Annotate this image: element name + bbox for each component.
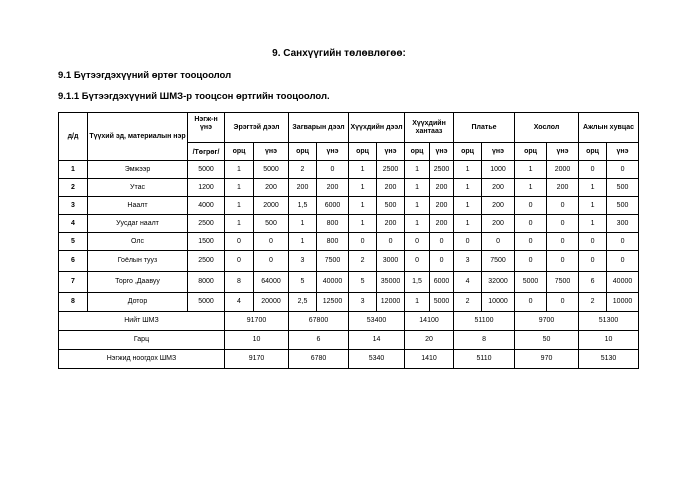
unit-price: 8000 [188, 272, 225, 293]
qty-cell: 1,5 [405, 272, 430, 293]
price-cell: 0 [430, 233, 454, 251]
qty-cell: 2 [579, 293, 607, 312]
header-product: Хослол [515, 113, 579, 143]
unit-price: 5000 [188, 293, 225, 312]
price-cell: 0 [607, 161, 639, 179]
table-row [59, 179, 639, 197]
summary-value: 14100 [405, 312, 454, 331]
qty-cell: 1 [225, 215, 254, 233]
price-cell: 7500 [482, 251, 515, 272]
unit-price: 1200 [188, 179, 225, 197]
material-name: Утас [88, 179, 188, 197]
price-cell: 2000 [254, 197, 289, 215]
summary-value: 5340 [349, 350, 405, 369]
qty-cell: 4 [454, 272, 482, 293]
subsection-heading: 9.1.1 Бүтээгдэхүүний ШМЗ-р тооцсон өртгийн тооцоолол. [58, 91, 330, 102]
summary-value: 10 [579, 331, 639, 350]
material-name: Гоёлын тууз [88, 251, 188, 272]
qty-cell: 2 [454, 293, 482, 312]
price-cell: 1000 [482, 161, 515, 179]
qty-cell: 1 [579, 215, 607, 233]
qty-cell: 3 [454, 251, 482, 272]
qty-cell: 5 [349, 272, 377, 293]
qty-cell: 0 [349, 233, 377, 251]
material-name: Дотор [88, 293, 188, 312]
summary-value: 6780 [289, 350, 349, 369]
price-cell: 200 [430, 215, 454, 233]
price-cell: 40000 [607, 272, 639, 293]
qty-cell: 0 [454, 233, 482, 251]
qty-cell: 2,5 [289, 293, 317, 312]
header-qty: орц [579, 143, 607, 161]
unit-price: 2500 [188, 251, 225, 272]
price-cell: 12000 [377, 293, 405, 312]
header-qty: орц [405, 143, 430, 161]
price-cell: 0 [254, 233, 289, 251]
qty-cell: 1 [225, 179, 254, 197]
price-cell: 5000 [430, 293, 454, 312]
price-cell: 6000 [317, 197, 349, 215]
price-cell: 0 [607, 251, 639, 272]
header-product: Хүүхдийн хантааз [405, 113, 454, 143]
qty-cell: 1 [405, 161, 430, 179]
qty-cell: 1 [225, 197, 254, 215]
summary-value: 9170 [225, 350, 289, 369]
row-index: 7 [59, 272, 88, 293]
qty-cell: 1 [349, 197, 377, 215]
header-qty: орц [289, 143, 317, 161]
header-material: Түүхий эд, материалын нэр [88, 113, 188, 161]
row-index: 3 [59, 197, 88, 215]
price-cell: 0 [377, 233, 405, 251]
price-cell: 800 [317, 233, 349, 251]
table-row [59, 251, 639, 272]
header-price: үнэ [547, 143, 579, 161]
price-cell: 200 [430, 197, 454, 215]
summary-value: 970 [515, 350, 579, 369]
price-cell: 64000 [254, 272, 289, 293]
table-row [59, 272, 639, 293]
unit-price: 4000 [188, 197, 225, 215]
summary-value: 5130 [579, 350, 639, 369]
summary-row [59, 331, 639, 350]
header-price: үнэ [482, 143, 515, 161]
summary-value: 91700 [225, 312, 289, 331]
row-index: 8 [59, 293, 88, 312]
material-name: Эмжээр [88, 161, 188, 179]
qty-cell: 1 [405, 179, 430, 197]
qty-cell: 1 [349, 161, 377, 179]
header-product: Ажлын хувцас [579, 113, 639, 143]
unit-price: 5000 [188, 161, 225, 179]
price-cell: 500 [377, 197, 405, 215]
qty-cell: 3 [349, 293, 377, 312]
header-product: Загварын дээл [289, 113, 349, 143]
qty-cell: 1 [405, 197, 430, 215]
price-cell: 2000 [547, 161, 579, 179]
qty-cell: 1 [349, 215, 377, 233]
qty-cell: 0 [225, 233, 254, 251]
section-heading: 9.1 Бүтээгдэхүүний өртөг тооцоолол [58, 70, 232, 81]
qty-cell: 0 [515, 251, 547, 272]
summary-label: Нийт ШМЗ [59, 312, 225, 331]
price-cell: 500 [254, 215, 289, 233]
material-name: Торго ,Даавуу [88, 272, 188, 293]
document-title: 9. Санхүүгийн төлөвлөгөө: [272, 48, 406, 59]
price-cell: 0 [430, 251, 454, 272]
qty-cell: 8 [225, 272, 254, 293]
header-product: Хүүхдийн дээл [349, 113, 405, 143]
price-cell: 200 [547, 179, 579, 197]
qty-cell: 2 [349, 251, 377, 272]
header-qty: орц [454, 143, 482, 161]
summary-value: 20 [405, 331, 454, 350]
summary-row [59, 312, 639, 331]
qty-cell: 1 [454, 215, 482, 233]
price-cell: 40000 [317, 272, 349, 293]
summary-value: 50 [515, 331, 579, 350]
price-cell: 500 [607, 197, 639, 215]
header-row-products [59, 113, 639, 143]
qty-cell: 0 [579, 161, 607, 179]
qty-cell: 1 [225, 161, 254, 179]
price-cell: 3000 [377, 251, 405, 272]
qty-cell: 1 [289, 215, 317, 233]
summary-value: 8 [454, 331, 515, 350]
qty-cell: 1 [454, 161, 482, 179]
summary-value: 1410 [405, 350, 454, 369]
qty-cell: 0 [515, 233, 547, 251]
header-price: үнэ [430, 143, 454, 161]
summary-value: 51300 [579, 312, 639, 331]
price-cell: 5000 [254, 161, 289, 179]
price-cell: 0 [547, 251, 579, 272]
price-cell: 2500 [377, 161, 405, 179]
qty-cell: 4 [225, 293, 254, 312]
price-cell: 0 [482, 233, 515, 251]
qty-cell: 0 [405, 233, 430, 251]
qty-cell: 200 [289, 179, 317, 197]
qty-cell: 1 [579, 179, 607, 197]
summary-value: 14 [349, 331, 405, 350]
qty-cell: 1 [454, 179, 482, 197]
header-price: үнэ [377, 143, 405, 161]
qty-cell: 1 [579, 197, 607, 215]
header-qty: орц [515, 143, 547, 161]
price-cell: 6000 [430, 272, 454, 293]
unit-price: 1500 [188, 233, 225, 251]
unit-price: 2500 [188, 215, 225, 233]
table-row [59, 215, 639, 233]
price-cell: 200 [482, 179, 515, 197]
material-name: Олс [88, 233, 188, 251]
price-cell: 200 [430, 179, 454, 197]
qty-cell: 0 [579, 251, 607, 272]
qty-cell: 5000 [515, 272, 547, 293]
qty-cell: 0 [515, 197, 547, 215]
summary-value: 10 [225, 331, 289, 350]
header-unit-price: Нэгж-н үнэ [188, 113, 225, 143]
header-qty: орц [225, 143, 254, 161]
qty-cell: 6 [579, 272, 607, 293]
header-qty: орц [349, 143, 377, 161]
summary-value: 5110 [454, 350, 515, 369]
price-cell: 10000 [482, 293, 515, 312]
table-row [59, 161, 639, 179]
price-cell: 2500 [430, 161, 454, 179]
price-cell: 200 [377, 215, 405, 233]
price-cell: 200 [482, 215, 515, 233]
price-cell: 0 [547, 197, 579, 215]
price-cell: 0 [317, 161, 349, 179]
price-cell: 0 [547, 215, 579, 233]
header-product: Платье [454, 113, 515, 143]
header-price: үнэ [607, 143, 639, 161]
qty-cell: 1 [515, 179, 547, 197]
qty-cell: 1 [515, 161, 547, 179]
table-row [59, 197, 639, 215]
price-cell: 20000 [254, 293, 289, 312]
row-index: 5 [59, 233, 88, 251]
summary-value: 53400 [349, 312, 405, 331]
price-cell: 0 [547, 233, 579, 251]
material-name: Наалт [88, 197, 188, 215]
price-cell: 10000 [607, 293, 639, 312]
price-cell: 0 [254, 251, 289, 272]
summary-rows [59, 312, 639, 369]
summary-value: 6 [289, 331, 349, 350]
header-product: Эрэгтэй дээл [225, 113, 289, 143]
summary-label: Гарц [59, 331, 225, 350]
qty-cell: 1 [454, 197, 482, 215]
price-cell: 7500 [317, 251, 349, 272]
qty-cell: 1 [405, 215, 430, 233]
price-cell: 12500 [317, 293, 349, 312]
price-cell: 200 [317, 179, 349, 197]
table-row [59, 233, 639, 251]
qty-cell: 1 [405, 293, 430, 312]
price-cell: 500 [607, 179, 639, 197]
qty-cell: 0 [405, 251, 430, 272]
price-cell: 200 [377, 179, 405, 197]
header-price: үнэ [317, 143, 349, 161]
summary-value: 67800 [289, 312, 349, 331]
qty-cell: 0 [515, 293, 547, 312]
qty-cell: 0 [225, 251, 254, 272]
row-index: 4 [59, 215, 88, 233]
qty-cell: 1 [349, 179, 377, 197]
summary-row [59, 350, 639, 369]
price-cell: 300 [607, 215, 639, 233]
qty-cell: 3 [289, 251, 317, 272]
header-price: үнэ [254, 143, 289, 161]
qty-cell: 5 [289, 272, 317, 293]
material-name: Уусдаг наалт [88, 215, 188, 233]
qty-cell: 0 [579, 233, 607, 251]
price-cell: 0 [607, 233, 639, 251]
row-index: 2 [59, 179, 88, 197]
summary-label: Нэгжид ноогдох ШМЗ [59, 350, 225, 369]
qty-cell: 1,5 [289, 197, 317, 215]
price-cell: 32000 [482, 272, 515, 293]
qty-cell: 1 [289, 233, 317, 251]
header-index: д/д [59, 113, 88, 161]
price-cell: 0 [547, 293, 579, 312]
material-cost-table [58, 112, 639, 369]
material-rows [59, 161, 639, 312]
qty-cell: 2 [289, 161, 317, 179]
price-cell: 200 [254, 179, 289, 197]
price-cell: 800 [317, 215, 349, 233]
summary-value: 51100 [454, 312, 515, 331]
price-cell: 7500 [547, 272, 579, 293]
row-index: 6 [59, 251, 88, 272]
price-cell: 35000 [377, 272, 405, 293]
header-unit-price-currency: /Төгрөг/ [188, 143, 225, 161]
row-index: 1 [59, 161, 88, 179]
qty-cell: 0 [515, 215, 547, 233]
price-cell: 200 [482, 197, 515, 215]
table-row [59, 293, 639, 312]
summary-value: 9700 [515, 312, 579, 331]
